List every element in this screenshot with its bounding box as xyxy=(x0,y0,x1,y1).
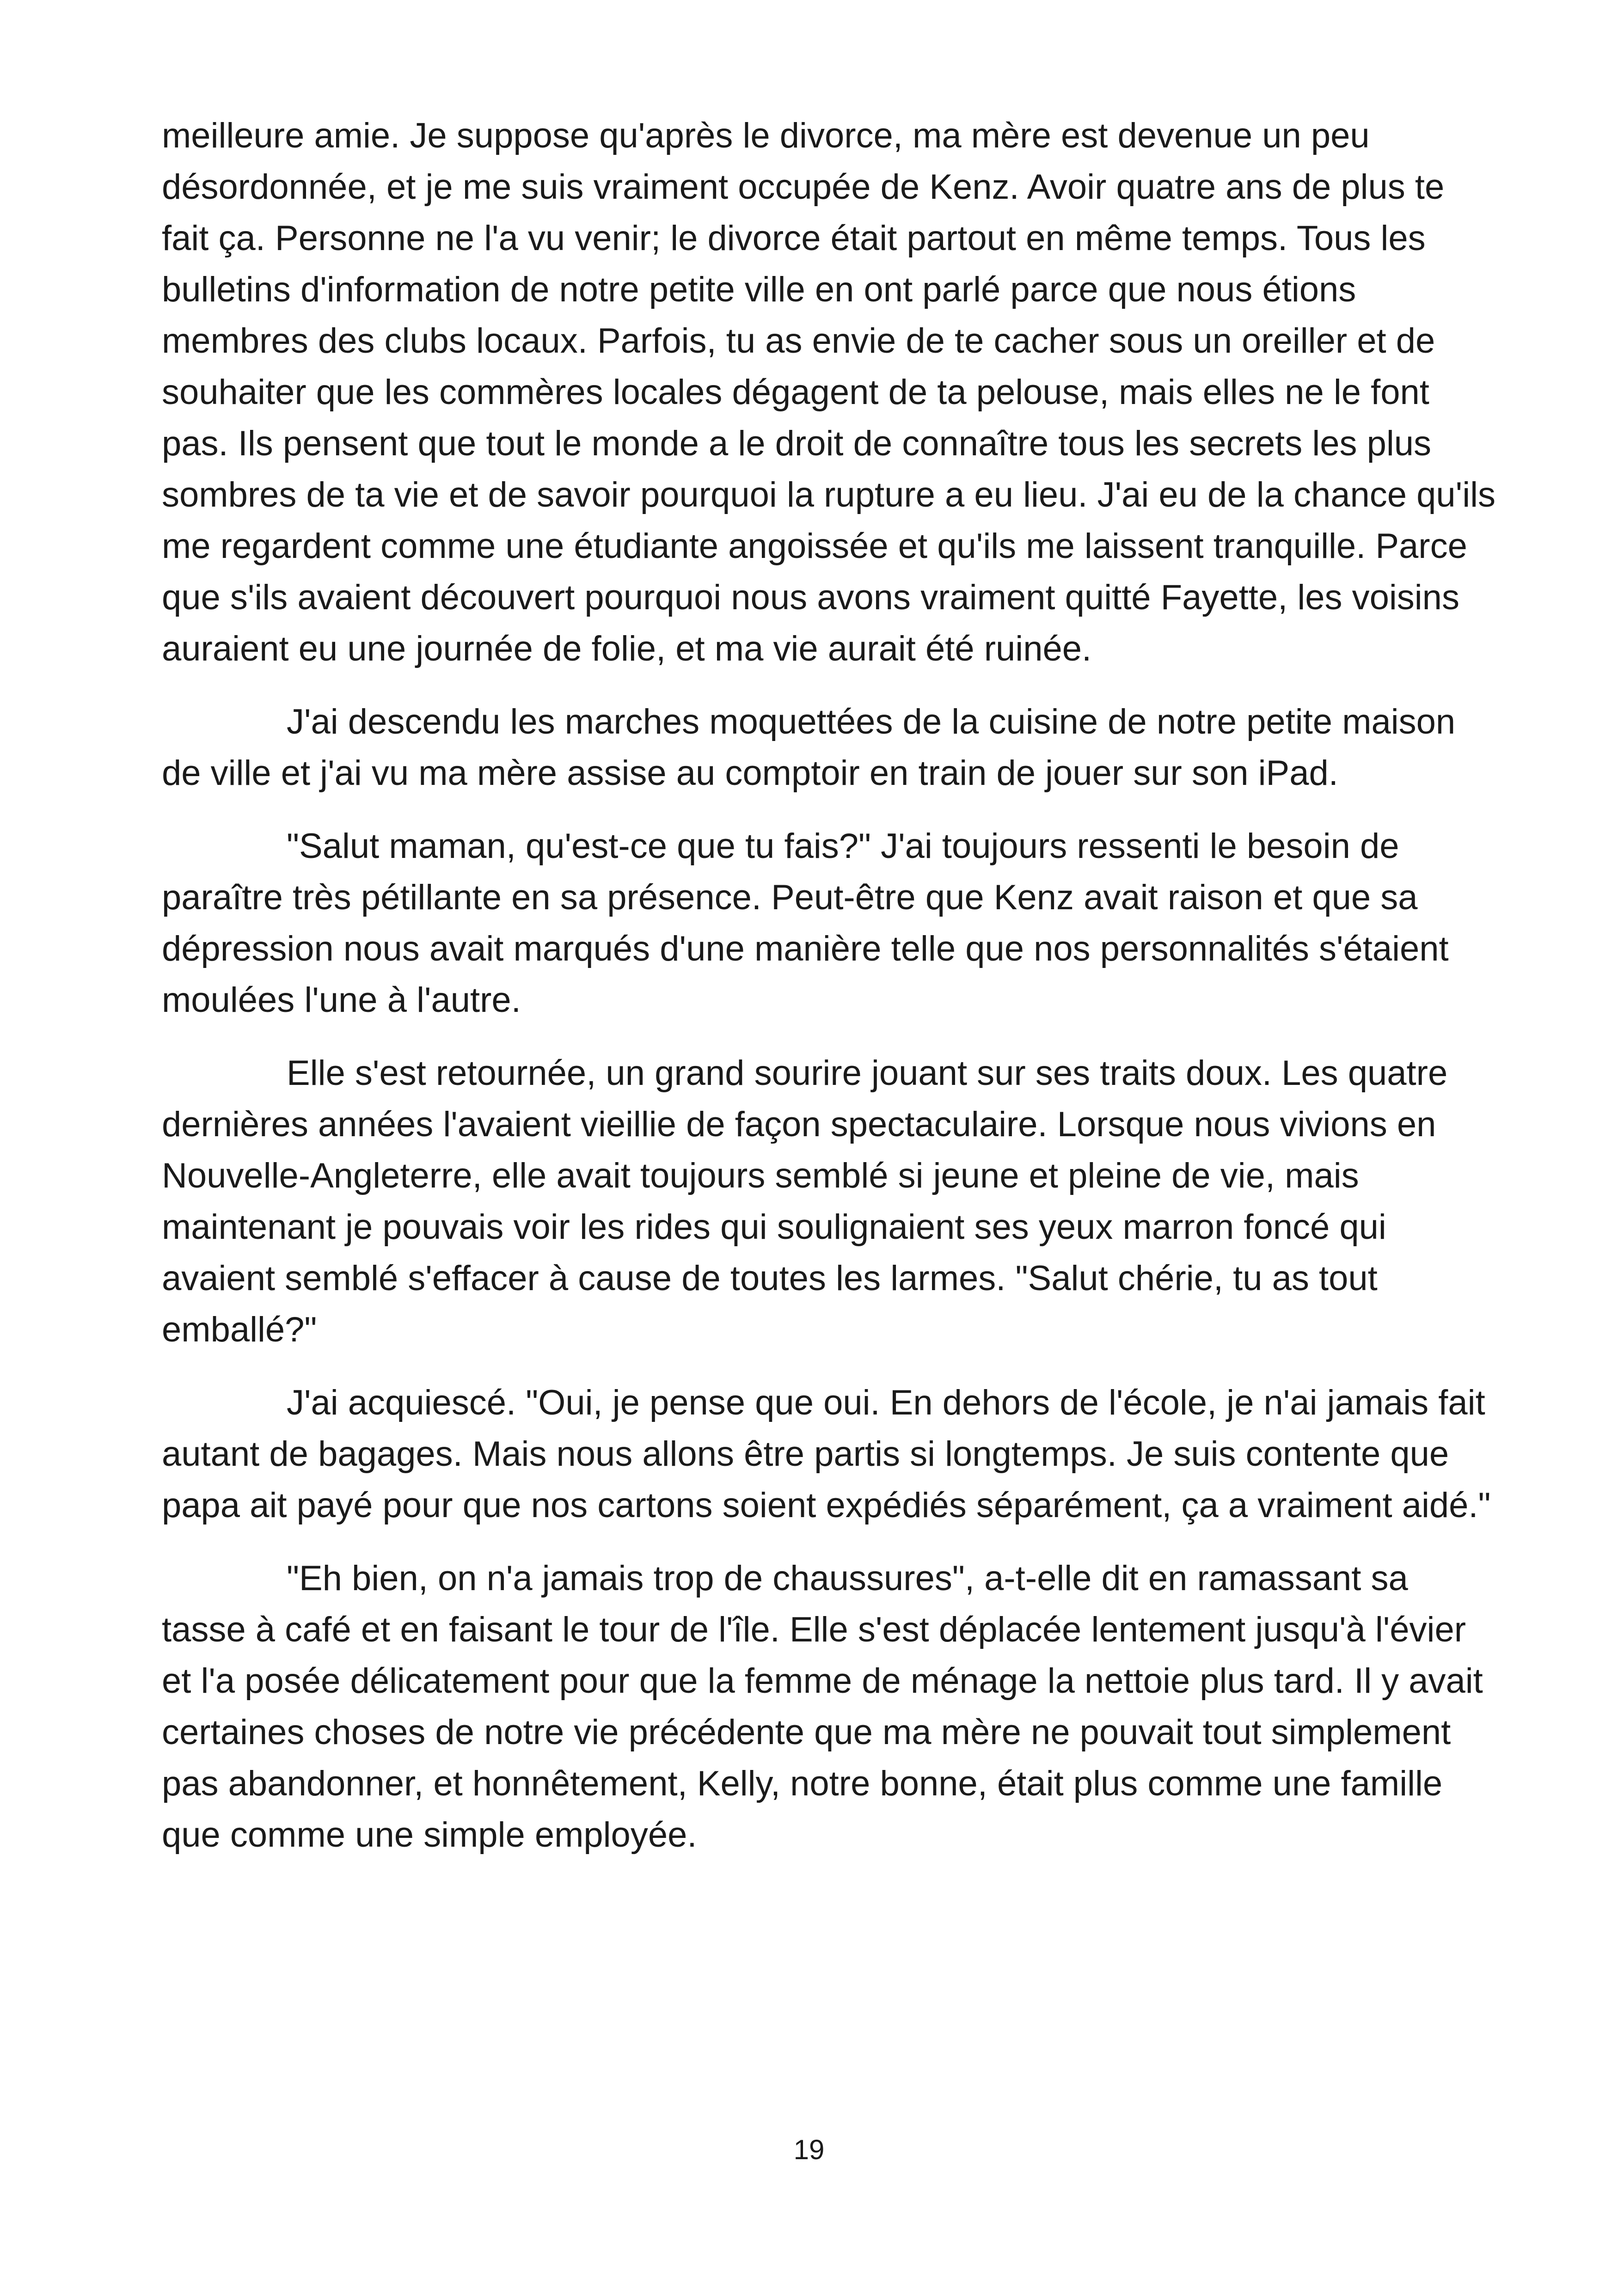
paragraph-6: "Eh bien, on n'a jamais trop de chaussures", a-t-elle dit en ramassant sa tasse à café et en faisant le tour de l'île. Elle s'est déplacée lentement jusqu'à l'évier et l'a posée délicatement pour que la femme de ménage la nettoie plus tard. Il y avait certaines choses de notre vie précédente que ma mère ne pouvait tout simplement pas abandonner, et honnêtement, Kelly, notre bonne, était plus comme une famille que comme une simple employée. xyxy=(162,1559,1483,1855)
paragraph-5: J'ai acquiescé. "Oui, je pense que oui. En dehors de l'école, je n'ai jamais fait autant de bagages. Mais nous allons être partis si longtemps. Je suis contente que papa ait payé pour que nos cartons soient expédiés séparément, ça a vraiment aidé." xyxy=(162,1383,1491,1525)
page-number: 19 xyxy=(793,2134,825,2165)
paragraph-4: Elle s'est retournée, un grand sourire jouant sur ses traits doux. Les quatre dernières années l'avaient vieillie de façon spectaculaire. Lorsque nous vivions en Nouvelle-Angleterre, elle avait toujours semblé si jeune et pleine de vie, mais maintenant je pouvais voir les rides qui soulignaient ses yeux marron foncé qui avaient semblé s'effacer à cause de toutes les larmes. "Salut chérie, tu as tout emballé?" xyxy=(162,1053,1448,1349)
body-text xyxy=(162,110,1498,1882)
paragraph-2: J'ai descendu les marches moquettées de la cuisine de notre petite maison de ville et j'ai vu ma mère assise au comptoir en train de jouer sur son iPad. xyxy=(162,702,1456,793)
paragraph-3: "Salut maman, qu'est-ce que tu fais?" J'ai toujours ressenti le besoin de paraître très pétillante en sa présence. Peut-être que Kenz avait raison et que sa dépression nous avait marqués d'une manière telle que nos personnalités s'étaient moulées l'une à l'autre. xyxy=(162,827,1449,1020)
paragraph-1: meilleure amie. Je suppose qu'après le divorce, ma mère est devenue un peu désordonnée, et je me suis vraiment occupée de Kenz. Avoir quatre ans de plus te fait ça. Personne ne l'a vu venir; le divorce était partout en même temps. Tous les bulletins d'information de notre petite ville en ont parlé parce que nous étions membres des clubs locaux. Parfois, tu as envie de te cacher sous un oreiller et de souhaiter que les commères locales dégagent de ta pelouse, mais elles ne le font pas. Ils pensent que tout le monde a le droit de connaître tous les secrets les plus sombres de ta vie et de savoir pourquoi la rupture a eu lieu. J'ai eu de la chance qu'ils me regardent comme une étudiante angoissée et qu'ils me laissent tranquille. Parce que s'ils avaient découvert pourquoi nous avons vraiment quitté Fayette, les voisins auraient eu une journée de folie, et ma vie aurait été ruinée. xyxy=(162,116,1495,668)
